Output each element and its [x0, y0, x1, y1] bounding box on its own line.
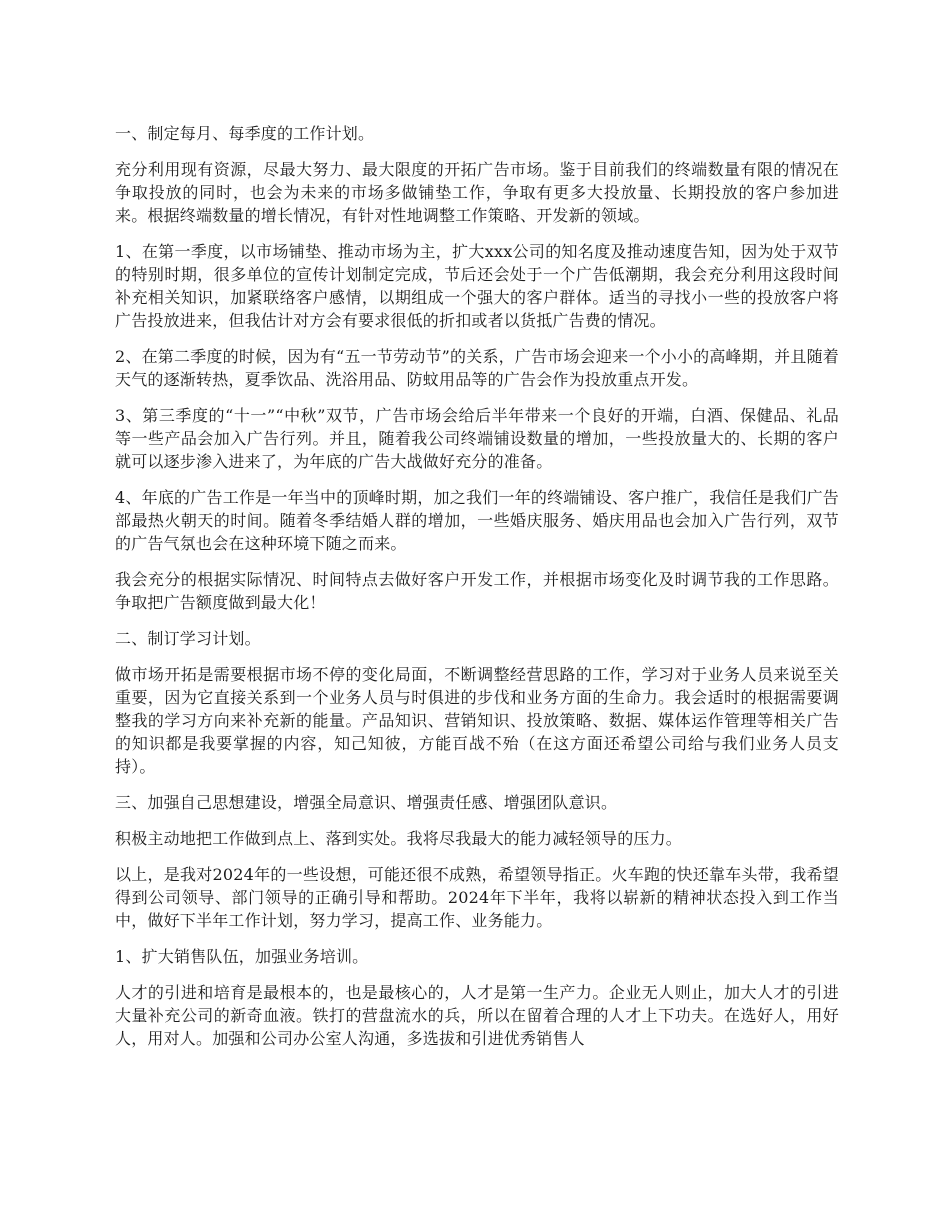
section-heading-work-plan: 一、制定每月、每季度的工作计划。 — [115, 124, 375, 143]
paragraph-learning: 做市场开拓是需要根据市场不停的变化局面，不断调整经营思路的工作，学习对于业务人员来说至关重要，因为它直接关系到一个业务人员与时俱进的步伐和业务方面的生命力。我会适时的根据需要调整我的学习方向来补充新的能量。产品知识、营销知识、投放策略、数据、媒体运作管理等相关广告的知识都是我要掌握的内容，知己知彼，方能百战不殆（在这方面还希望公司给与我们业务人员支持）。 — [115, 665, 839, 776]
section-heading-sales-team: 1、扩大销售队伍，加强业务培训。 — [115, 947, 369, 966]
paragraph-initiative: 积极主动地把工作做到点上、落到实处。我将尽我最大的能力减轻领导的压力。 — [115, 829, 683, 848]
section-heading-study-plan: 二、制订学习计划。 — [115, 629, 261, 648]
paragraph-year-end: 4、年底的广告工作是一年当中的顶峰时期，加之我们一年的终端铺设、客户推广，我信任是我们广告部最热火朝天的时间。随着冬季结婚人群的增加，一些婚庆服务、婚庆用品也会加入广告行列，双节的广告气氛也会在这种环境下随之而来。 — [115, 488, 839, 553]
paragraph-second-quarter: 2、在第二季度的时候，因为有“五一节劳动节”的关系，广告市场会迎来一个小小的高峰期，并且随着天气的逐渐转热，夏季饮品、洗浴用品、防蚊用品等的广告会作为投放重点开发。 — [115, 347, 839, 389]
document-body — [115, 122, 839, 1063]
section-heading-awareness: 三、加强自己思想建设，增强全局意识、增强责任感、增强团队意识。 — [115, 793, 618, 812]
paragraph-third-quarter: 3、第三季度的“十一”“中秋”双节，广告市场会给后半年带来一个良好的开端，白酒、保健品、礼品等一些产品会加入广告行列。并且，随着我公司终端铺设数量的增加，一些投放量大的、长期的客户就可以逐步渗入进来了，为年底的广告大战做好充分的准备。 — [115, 406, 839, 471]
paragraph-first-quarter: 1、在第一季度，以市场铺垫、推动市场为主，扩大xxx公司的知名度及推动速度告知，因为处于双节的特别时期，很多单位的宣传计划制定完成，节后还会处于一个广告低潮期，我会充分利用这段时间补充相关知识，加紧联络客户感情，以期组成一个强大的客户群体。适当的寻找小一些的投放客户将广告投放进来，但我估计对方会有要求很低的折扣或者以货抵广告费的情况。 — [115, 242, 839, 330]
paragraph-talent: 人才的引进和培育是最根本的，也是最核心的，人才是第一生产力。企业无人则止，加大人才的引进大量补充公司的新奇血液。铁打的营盘流水的兵，所以在留着合理的人才上下功夫。在选好人，用好人，用对人。加强和公司办公室人沟通，多选拔和引进优秀销售人 — [115, 983, 839, 1048]
paragraph-market-development: 充分利用现有资源，尽最大努力、最大限度的开拓广告市场。鉴于目前我们的终端数量有限的情况在争取投放的同时，也会为未来的市场多做铺垫工作，争取有更多大投放量、长期投放的客户参加进来。根据终端数量的增长情况，有针对性地调整工作策略、开发新的领域。 — [115, 160, 839, 225]
paragraph-summary: 以上，是我对2024年的一些设想，可能还很不成熟，希望领导指正。火车跑的快还靠车头带，我希望得到公司领导、部门领导的正确引导和帮助。2024年下半年，我将以崭新的精神状态投入到工作当中，做好下半年工作计划，努力学习，提高工作、业务能力。 — [115, 865, 839, 930]
paragraph-client-development: 我会充分的根据实际情况、时间特点去做好客户开发工作，并根据市场变化及时调节我的工作思路。争取把广告额度做到最大化！ — [115, 570, 839, 612]
